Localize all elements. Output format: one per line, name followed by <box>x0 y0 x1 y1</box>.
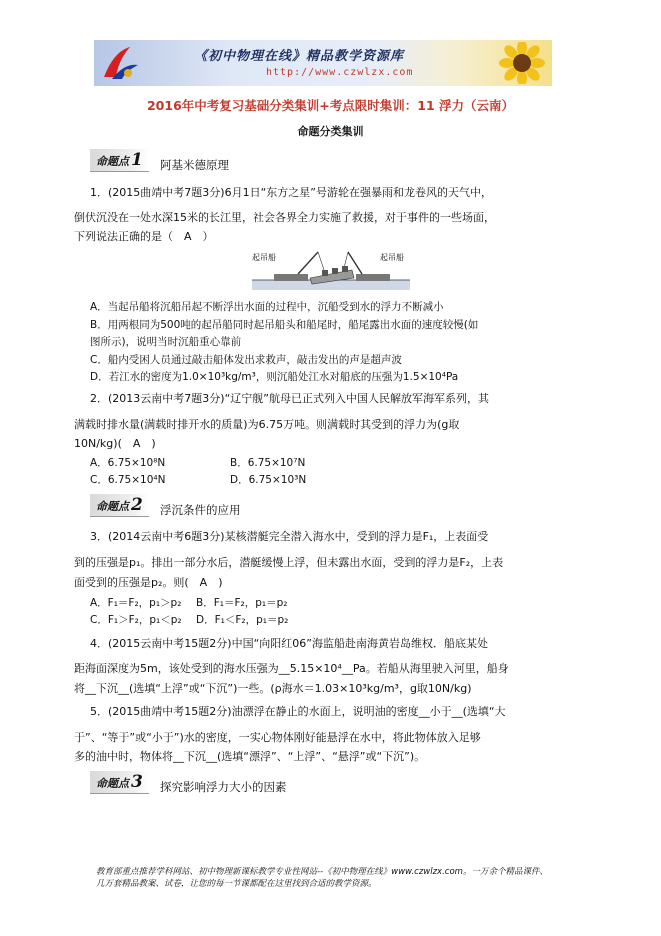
section-label-1 <box>90 149 149 172</box>
section-title-3: 探究影响浮力大小的因素 <box>160 780 287 794</box>
section-number: 2 <box>131 495 143 515</box>
q1-option-c: C．船内受困人员通过敲击船体发出求救声，敲击发出的声是超声波 <box>90 354 402 366</box>
q1-line-3: 下列说法正确的是（ A ） <box>74 230 214 243</box>
q5-line-3: 多的油中时，物体将__下沉__(选填“漂浮”、“上浮”、“悬浮”或“下沉”)。 <box>74 750 426 763</box>
section-heading: 命题分类集训 <box>297 125 364 138</box>
section-label-2 <box>90 494 149 517</box>
q3-option-a: A．F₁＝F₂，p₁＞p₂ <box>90 597 182 609</box>
figure-label-right: 起吊船 <box>380 253 404 262</box>
figure-label-left: 起吊船 <box>252 253 276 262</box>
q2-option-d: D．6.75×10³N <box>230 474 307 486</box>
footer-line-1: 教育部重点推荐学科网站、初中物理新课标教学专业性网站--《初中物理在线》www.czwlzx.com。一万余个精品课件、 <box>96 867 548 877</box>
q1-option-d: D．若江水的密度为1.0×10³kg/m³，则沉船处江水对船底的压强为1.5×10⁴Pa <box>90 371 459 383</box>
footer-line-2: 几万套精品教案、试卷，让您的每一节课都配在这里找到合适的教学资源。 <box>96 879 377 889</box>
header-banner <box>94 40 552 86</box>
section-title-1: 阿基米德原理 <box>160 158 229 172</box>
q3-option-b: B．F₁＝F₂，p₁＝p₂ <box>196 597 288 609</box>
q1-option-b-cont: 图所示)，说明当时沉船重心靠前 <box>90 336 242 348</box>
q5-line-2: 于”、“等于”或“小于”)水的密度，一实心物体刚好能悬浮在水中，将此物体放入足够 <box>74 731 481 744</box>
document-title: 2016年中考复习基础分类集训+考点限时集训：11 浮力（云南） <box>146 98 514 113</box>
q3-line-3: 面受到的压强是p₂。则( A ) <box>74 576 223 589</box>
q2-option-a: A．6.75×10⁸N <box>90 457 166 469</box>
q4-line-1: 4．(2015云南中考15题2分)中国“向阳红06”海监船赴南海黄岩岛维权．船底某处 <box>90 637 488 650</box>
q2-line-2: 满载时排水量(满载时排开水的质量)为6.75万吨。则满载时其受到的浮力为(g取 <box>74 418 460 431</box>
site-logo-icon <box>100 43 140 83</box>
section-label-text: 命题点 <box>96 777 129 790</box>
q3-line-1: 3．(2014云南中考6题3分)某核潜艇完全潜入海水中，受到的浮力是F₁，上表面受 <box>90 530 489 543</box>
section-label-text: 命题点 <box>96 155 129 168</box>
q2-line-1: 2．(2013云南中考7题3分)“辽宁舰”航母已正式列入中国人民解放军海军系列，其 <box>90 392 489 405</box>
section-label-3 <box>90 771 149 794</box>
q4-line-3: 将__下沉__(选填“上浮”或“下沉”)一些。(ρ海水＝1.03×10³kg/m³，g取10N/kg) <box>74 682 472 695</box>
q2-line-3: 10N/kg)( A ) <box>74 437 156 450</box>
q3-option-c: C．F₁＞F₂，p₁＜p₂ <box>90 614 182 626</box>
q2-option-b: B．6.75×10⁷N <box>230 457 306 469</box>
q2-option-c: C．6.75×10⁴N <box>90 474 166 486</box>
q1-line-1: 1．(2015曲靖中考7题3分)6月1日“东方之星”号游轮在强暴雨和龙卷风的天气中， <box>90 186 492 199</box>
q5-line-1: 5．(2015曲靖中考15题2分)油漂浮在静止的水面上，说明油的密度__小于__(选填“大 <box>90 705 506 718</box>
q1-line-2: 倒伏沉没在一处水深15米的长江里，社会各界全力实施了救援，对于事件的一些场面， <box>74 211 495 224</box>
section-number: 1 <box>131 150 143 170</box>
q3-line-2: 到的压强是p₁。排出一部分水后，潜艇缓慢上浮，但未露出水面，受到的浮力是F₂，上表 <box>74 556 504 569</box>
section-label-text: 命题点 <box>96 500 129 513</box>
banner-url[interactable]: http://www.czwlzx.com <box>266 67 414 78</box>
section-number: 3 <box>131 772 143 792</box>
q4-line-2: 距海面深度为5m，该处受到的海水压强为__5.15×10⁴__Pa。若船从海里驶入河里，船身 <box>74 662 509 675</box>
q1-option-a: A．当起吊船将沉船吊起不断浮出水面的过程中，沉船受到水的浮力不断减小 <box>90 301 444 313</box>
q3-option-d: D．F₁＜F₂，p₁＝p₂ <box>196 614 289 626</box>
q1-option-b: B．用两根同为500吨的起吊船同时起吊船头和船尾时，船尾露出水面的速度较慢(如 <box>90 319 479 331</box>
banner-title: 《初中物理在线》精品教学资源库 <box>194 49 405 64</box>
page-footer <box>96 866 566 890</box>
sunflower-icon <box>488 42 548 84</box>
section-title-2: 浮沉条件的应用 <box>160 503 241 517</box>
